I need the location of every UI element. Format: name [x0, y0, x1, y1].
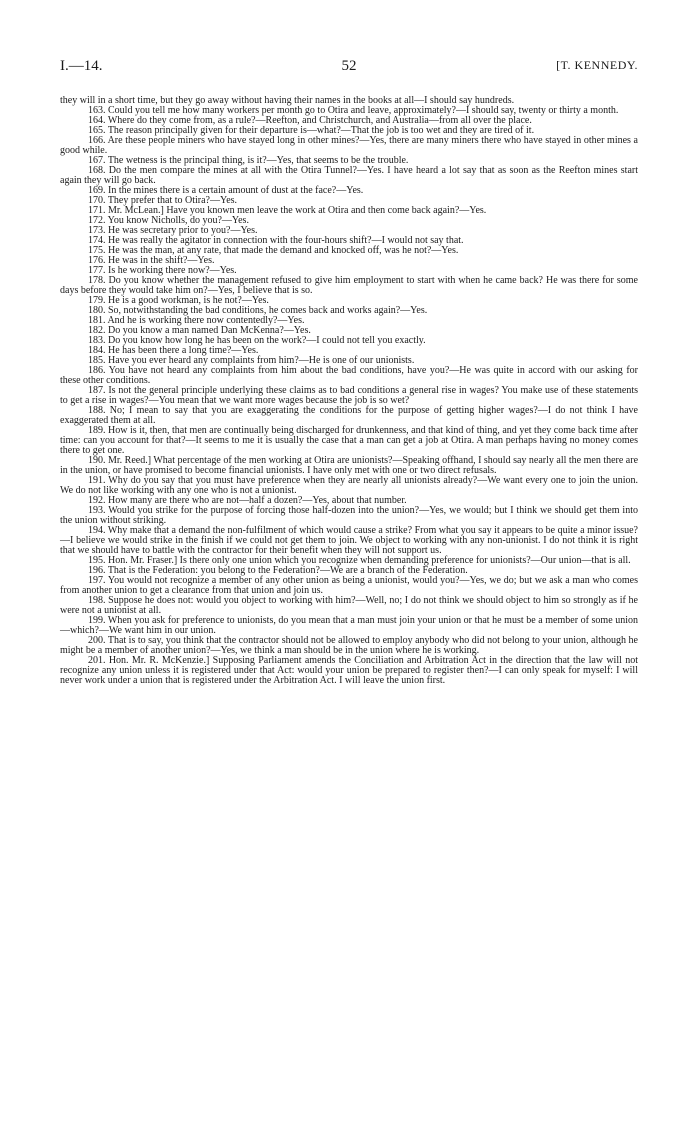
question-paragraph: 175. He was the man, at any rate, that made the demand and knocked off, was he not?—Yes. — [88, 245, 459, 256]
question-paragraph: 164. Where do they come from, as a rule?—Reefton, and Christchurch, and Australia—from all over the place. — [88, 115, 532, 126]
question-paragraph: 187. Is not the general principle underlying these claims as to bad conditions a general rise in wages? You make use of these statements to get a rise in wages?—You mean that we want more wages because the job is so wet? — [60, 385, 638, 406]
question-paragraph: 184. He has been there a long time?—Yes. — [88, 345, 259, 356]
question-paragraph: 190. Mr. Reed.] What percentage of the men working at Otira are unionists?—Speaking offhand, I should say nearly all the men there are in the union, or have promised to become financial unionists. I have only met with one or two direct refusals. — [60, 455, 639, 476]
question-paragraph: 198. Suppose he does not: would you object to working with him?—Well, no; I do not think we should object to him so strongly as if he were not a unionist at all. — [60, 595, 638, 616]
document-reference: I.—14. — [60, 58, 103, 74]
question-paragraph: 191. Why do you say that you must have preference when they are nearly all unionists already?—We want every one to join the union. We do not like working with any one who is not a unionist. — [60, 475, 638, 496]
question-paragraph: 193. Would you strike for the purpose of forcing those half-dozen into the union?—Yes, we would; but I think we should get them into the union without striking. — [60, 505, 638, 526]
question-paragraph: 185. Have you ever heard any complaints from him?—He is one of our unionists. — [88, 355, 415, 366]
question-paragraph: 189. How is it, then, that men are continually being discharged for drunkenness, and that kind of thing, and yet they come back time after time: can you account for that?—It seems to me it is usually the case that a man can get a job at Otira. A man perhaps having no money comes there to get one. — [60, 425, 638, 456]
question-paragraph: 199. When you ask for preference to unionists, do you mean that a man must join your union or that he must be a member of some union—which?—We want him in our union. — [60, 615, 638, 636]
question-paragraph: 171. Mr. McLean.] Have you known men leave the work at Otira and then come back again?—Yes. — [88, 205, 487, 216]
question-paragraph: 183. Do you know how long he has been on the work?—I could not tell you exactly. — [88, 335, 426, 346]
question-paragraph: 176. He was in the shift?—Yes. — [88, 255, 215, 266]
question-paragraph: 172. You know Nicholls, do you?—Yes. — [88, 215, 249, 226]
question-paragraph: 182. Do you know a man named Dan McKenna?—Yes. — [88, 325, 311, 336]
question-paragraph: 170. They prefer that to Otira?—Yes. — [88, 195, 238, 206]
question-paragraph: 200. That is to say, you think that the contractor should not be allowed to employ anybody who did not belong to your union, although he might be a member of another union?—Yes, we think a man should be in the union where he is working. — [60, 635, 638, 656]
question-paragraph: 178. Do you know whether the management refused to give him employment to start with when he came back? He was there for some days before they would take him on?—Yes, I believe that is so. — [60, 275, 638, 296]
question-paragraph: 168. Do the men compare the mines at all with the Otira Tunnel?—Yes. I have heard a lot say that as soon as the Reefton mines start again they will go back. — [60, 165, 638, 186]
question-paragraph: 169. In the mines there is a certain amount of dust at the face?—Yes. — [88, 185, 364, 196]
paragraph: they will in a short time, but they go away without having their names in the books at all—I should say hundreds. — [60, 95, 515, 106]
question-paragraph: 166. Are these people miners who have stayed long in other mines?—Yes, there are many miners there who have stayed in other mines a good while. — [60, 135, 638, 156]
page-number: 52 — [341, 58, 357, 74]
witness-name: [T. KENNEDY. — [556, 58, 638, 72]
question-paragraph: 180. So, notwithstanding the bad conditions, he comes back and works again?—Yes. — [88, 305, 428, 316]
question-paragraph: 181. And he is working there now contentedly?—Yes. — [88, 315, 305, 326]
question-paragraph: 195. Hon. Mr. Fraser.] Is there only one union which you recognize when demanding preference for unionists?—Our union—that is all. — [88, 555, 631, 566]
question-paragraph: 167. The wetness is the principal thing, is it?—Yes, that seems to be the trouble. — [88, 155, 409, 166]
question-paragraph: 165. The reason principally given for their departure is—what?—That the job is too wet and they are tired of it. — [88, 125, 535, 136]
question-paragraph: 163. Could you tell me how many workers per month go to Otira and leave, approximately?—I should say, twenty or thirty a month. — [88, 105, 619, 116]
question-paragraph: 177. Is he working there now?—Yes. — [88, 265, 237, 276]
question-paragraph: 194. Why make that a demand the non-fulfilment of which would cause a strike? From what you say it appears to be quite a minor issue?—I believe we would strike in the finish if we could not get them to join. We object to working with any non-unionist. I do not think it is right that we should have to battle with the contractor for their benefit when they will not support us. — [60, 525, 638, 556]
question-paragraph: 196. That is the Federation: you belong to the Federation?—We are a branch of the Federation. — [88, 565, 468, 576]
testimony-body — [60, 96, 638, 686]
question-paragraph: 173. He was secretary prior to you?—Yes. — [88, 225, 258, 236]
page-header — [60, 58, 638, 80]
question-paragraph: 192. How many are there who are not—half a dozen?—Yes, about that number. — [88, 495, 407, 506]
question-paragraph: 174. He was really the agitator in connection with the four-hours shift?—I would not say that. — [88, 235, 464, 246]
question-paragraph: 179. He is a good workman, is he not?—Yes. — [88, 295, 269, 306]
question-paragraph: 188. No; I mean to say that you are exaggerating the conditions for the purpose of getting higher wages?—I do not think I have exaggerated them at all. — [60, 405, 638, 426]
question-paragraph: 186. You have not heard any complaints from him about the bad conditions, have you?—He was quite in accord with our asking for these other conditions. — [60, 365, 638, 386]
question-paragraph: 201. Hon. Mr. R. McKenzie.] Supposing Parliament amends the Conciliation and Arbitration Act in the direction that the law will not recognize any union unless it is registered under that Act: would your union be prepared to register then?—I can only speak for myself: I will never work under a union that is registered under the Arbitration Act. I will leave the union first. — [60, 655, 638, 686]
question-paragraph: 197. You would not recognize a member of any other union as being a unionist, would you?—Yes, we do; but we ask a man who comes from another union to get a clearance from that union and join us. — [60, 575, 638, 596]
